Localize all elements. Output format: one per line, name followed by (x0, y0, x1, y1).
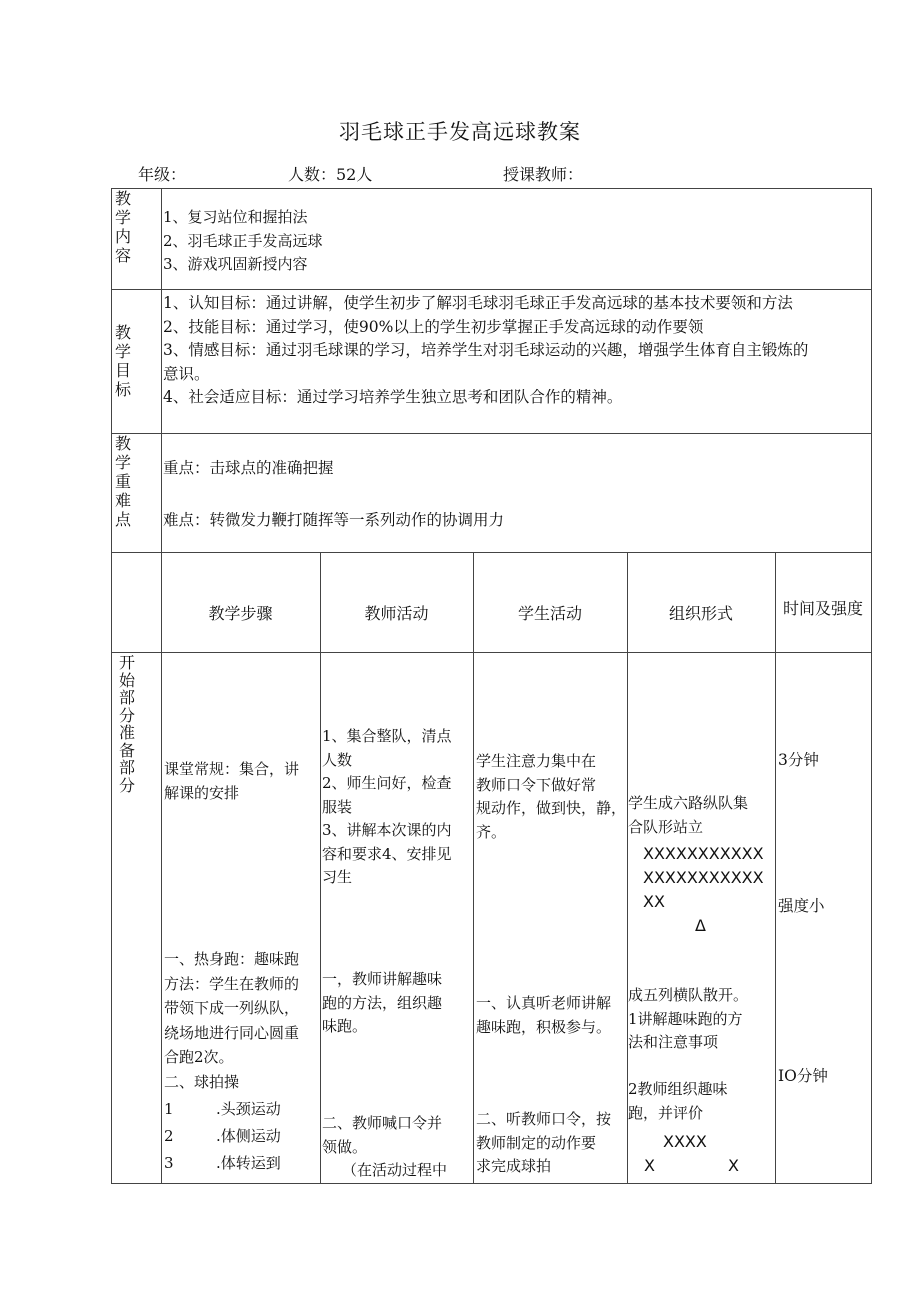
org-gathering (628, 792, 776, 839)
teacher-line: 领做。 (322, 1137, 368, 1156)
content-label: 教学内容 (114, 189, 131, 265)
teacher-routine (322, 725, 474, 890)
goal-item: 意识。 (163, 364, 210, 383)
keypoints-label: 教学重难点 (114, 434, 131, 529)
steps-line: 一、热身跑：趣味跑 (164, 950, 300, 968)
item-text: .体转运到 (216, 1154, 281, 1172)
header-time: 时间及强度 (782, 599, 863, 618)
org-line: 1讲解趣味跑的方 (628, 1009, 743, 1028)
goal-item: 1、认知目标：通过讲解，使学生初步了解羽毛球羽毛球正手发高远球的基本技术要领和方法 (163, 294, 793, 312)
teacher-position-icon: Δ (695, 916, 706, 935)
teacher-exercise (322, 1112, 474, 1183)
teacher-line: 人数 (322, 750, 353, 769)
student-line: 求完成球拍 (476, 1157, 552, 1175)
steps-line: 带领下成一列纵队， (164, 999, 300, 1017)
student-line: 学生注意力集中在 (476, 752, 597, 770)
steps-line: 绕场地进行同心圆重 (164, 1023, 300, 1042)
steps-line: 课堂常规：集合，讲 (164, 760, 300, 778)
student-warmup (476, 992, 628, 1039)
teacher-label: 授课教师： (503, 165, 584, 184)
org-line: 成五列横队散开。 (628, 986, 749, 1004)
item-number: 3 (164, 1154, 174, 1172)
goals-list (163, 292, 873, 410)
goal-item: 4、社会适应目标：通过学习培养学生独立思考和团队合作的精神。 (163, 388, 623, 406)
teacher-line: 3、讲解本次课的内 (322, 821, 452, 839)
formation-row: XX (643, 892, 665, 911)
steps-line: 方法：学生在教师的 (164, 974, 300, 993)
student-count: 人数：52人 (288, 165, 373, 184)
teacher-line: 跑的方法，组织趣 (322, 993, 443, 1012)
steps-line: 合跑2次。 (164, 1048, 234, 1066)
formation-x-left: X (644, 1156, 655, 1175)
student-line: 教师制定的动作要 (476, 1133, 597, 1152)
steps-warmup (164, 947, 322, 1094)
formation-row: XXXXXXXXXXX (643, 844, 764, 863)
student-line: 二、听教师口令，按 (476, 1110, 612, 1128)
steps-line: 二、球拍操 (164, 1072, 240, 1091)
goals-label: 教学目标 (114, 323, 131, 399)
teacher-line: 二、教师喊口令并 (322, 1114, 443, 1132)
org-line: 合队形站立 (628, 817, 704, 836)
racket-exercise-item (164, 1123, 322, 1150)
formation-row: XXXXXXXXXXX (643, 868, 764, 887)
time-warmup: IO分钟 (778, 1067, 828, 1085)
student-line: 趣味跑，积极参与。 (476, 1017, 612, 1036)
formation-row-2: XXXX (663, 1132, 707, 1151)
teacher-line: 2、师生问好，检查 (322, 774, 452, 792)
content-item: 2、羽毛球正手发高远球 (163, 231, 323, 250)
student-line: 教师口令下做好常 (476, 775, 597, 794)
teacher-line: 服装 (322, 797, 353, 816)
section-label: 开始部分准备部分 (118, 653, 135, 795)
student-exercise (476, 1108, 628, 1179)
racket-exercise-item (164, 1150, 322, 1177)
difficult-point: 难点：转微发力鞭打随挥等一系列动作的协调用力 (163, 511, 505, 529)
item-number: 1 (164, 1100, 174, 1118)
page-title: 羽毛球正手发高远球教案 (339, 120, 581, 144)
key-point: 重点：击球点的准确把握 (163, 459, 334, 477)
item-text: .体侧运动 (216, 1127, 281, 1145)
content-item: 1、复习站位和握拍法 (163, 208, 308, 226)
formation-grid (643, 842, 764, 914)
teacher-line: 1、集合整队，清点 (322, 727, 452, 745)
teacher-line: 一，教师讲解趣味 (322, 970, 443, 988)
goal-item: 3、情感目标：通过羽毛球课的学习，培养学生对羽毛球运动的兴趣，增强学生体育自主锻炼的 (163, 341, 809, 359)
content-list (163, 206, 323, 277)
grade-label: 年级： (138, 165, 187, 184)
steps-routine (164, 758, 322, 805)
item-number: 2 (164, 1127, 174, 1145)
teacher-line: 味跑。 (322, 1017, 368, 1035)
steps-line: 解课的安排 (164, 783, 240, 802)
goal-item: 2、技能目标：通过学习，使90%以上的学生初步掌握正手发高远球的动作要领 (163, 317, 704, 336)
student-line: 规动作，做到快，静， (476, 799, 627, 817)
header-organization: 组织形式 (668, 604, 733, 623)
header-steps: 教学步骤 (208, 604, 273, 623)
formation-x-right: X (728, 1156, 739, 1175)
time-routine: 3分钟 (778, 751, 819, 769)
teacher-line: 容和要求4、安排见 (322, 844, 452, 863)
content-item: 3、游戏巩固新授内容 (163, 255, 308, 273)
org-line: 跑，并评价 (628, 1103, 704, 1122)
intensity-routine: 强度小 (778, 897, 825, 915)
racket-exercise-list (164, 1096, 322, 1177)
header-student: 学生活动 (517, 604, 582, 623)
org-line: 法和注意事项 (628, 1033, 719, 1051)
teacher-line: （在活动过程中 (342, 1161, 448, 1179)
header-teacher: 教师活动 (364, 604, 429, 623)
org-evaluate (628, 1078, 776, 1125)
racket-exercise-item (164, 1096, 322, 1123)
student-line: 一、认真听老师讲解 (476, 994, 612, 1012)
org-line: 2教师组织趣味 (628, 1080, 728, 1098)
org-line: 学生成六路纵队集 (628, 794, 749, 812)
item-text: .头颈运动 (216, 1100, 281, 1118)
teacher-warmup (322, 968, 474, 1039)
student-routine (476, 750, 628, 844)
org-warmup (628, 984, 776, 1055)
student-line: 齐。 (476, 822, 507, 841)
teacher-line: 习生 (322, 868, 353, 886)
